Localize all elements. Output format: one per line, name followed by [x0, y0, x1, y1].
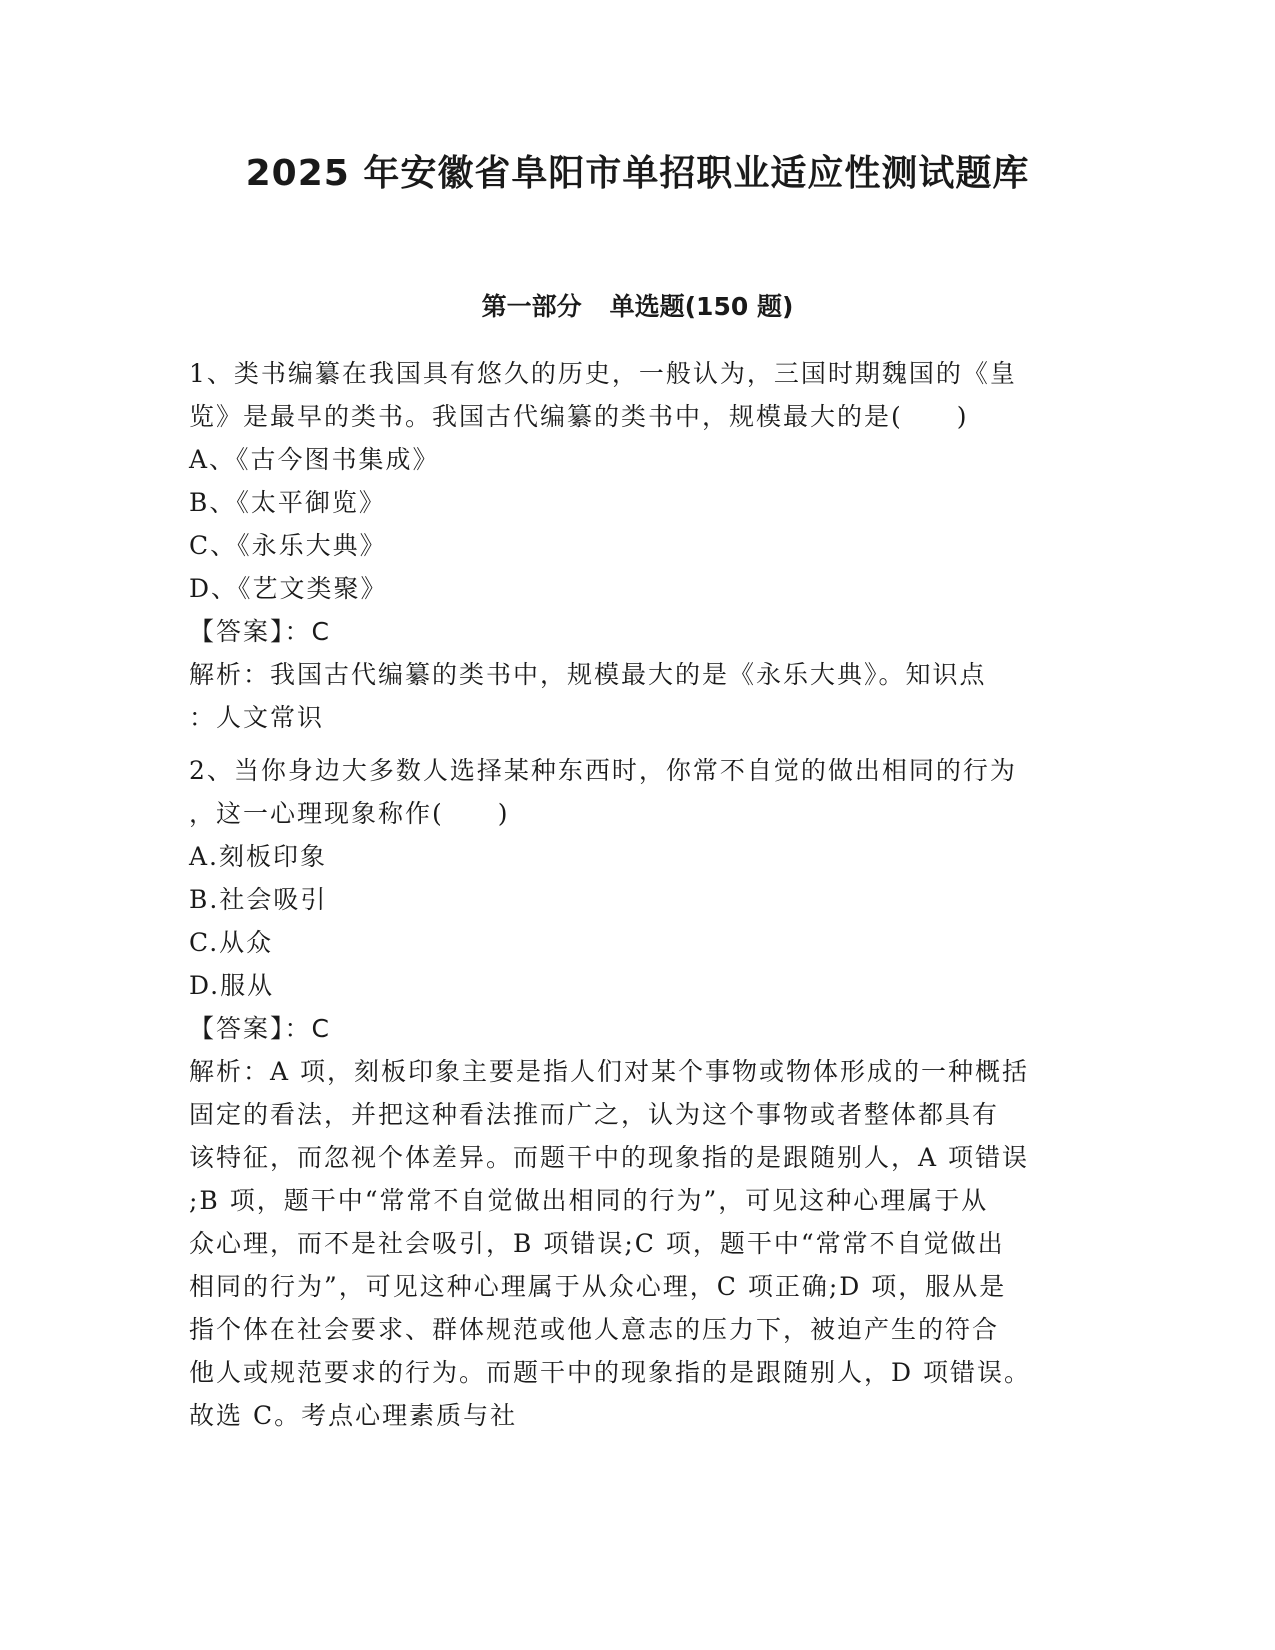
section-name: 单选题(150 题) — [609, 292, 794, 321]
option-a: A.刻板印象 — [189, 842, 328, 871]
question-item — [189, 352, 1089, 739]
analysis-line: ：人文常识 — [189, 703, 325, 732]
analysis-line: 该特征，而忽视个体差异。而题干中的现象指的是跟随别人，A 项错误 — [189, 1143, 1030, 1172]
section-part: 第一部分 — [481, 292, 582, 321]
option-c: C.从众 — [189, 928, 274, 957]
question-item — [189, 749, 1089, 1437]
option-b: B、《太平御览》 — [189, 488, 386, 517]
option-a: A、《古今图书集成》 — [189, 445, 440, 474]
analysis-line: ;B 项，题干中“常常不自觉做出相同的行为”，可见这种心理属于从 — [189, 1186, 989, 1215]
document-title: 2025 年安徽省阜阳市单招职业适应性测试题库 — [245, 153, 1030, 194]
analysis-line: 解析：A 项，刻板印象主要是指人们对某个事物或物体形成的一种概括 — [189, 1057, 1030, 1086]
question-stem-line: ，这一心理现象称作( ) — [189, 799, 510, 828]
answer-line: 【答案】：C — [189, 617, 331, 646]
analysis-line: 固定的看法，并把这种看法推而广之，认为这个事物或者整体都具有 — [189, 1100, 1000, 1129]
analysis-line: 众心理，而不是社会吸引，B 项错误;C 项，题干中“常常不自觉做出 — [189, 1229, 1005, 1258]
question-list — [189, 352, 1089, 1437]
analysis-line: 故选 C。考点心理素质与社 — [189, 1401, 518, 1430]
option-c: C、《永乐大典》 — [189, 531, 387, 560]
question-stem-line: 2、当你身边大多数人选择某种东西时，你常不自觉的做出相同的行为 — [189, 756, 1017, 785]
option-b: B.社会吸引 — [189, 885, 328, 914]
analysis-line: 他人或规范要求的行为。而题干中的现象指的是跟随别人，D 项错误。 — [189, 1358, 1031, 1387]
answer-line: 【答案】：C — [189, 1014, 331, 1043]
analysis-line: 解析：我国古代编纂的类书中，规模最大的是《永乐大典》。知识点 — [189, 660, 987, 689]
question-stem-line: 览》是最早的类书。我国古代编纂的类书中，规模最大的是( ) — [189, 402, 969, 431]
analysis-line: 相同的行为”，可见这种心理属于从众心理，C 项正确;D 项，服从是 — [189, 1272, 1007, 1301]
analysis-line: 指个体在社会要求、群体规范或他人意志的压力下，被迫产生的符合 — [189, 1315, 1000, 1344]
option-d: D.服从 — [189, 971, 275, 1000]
question-stem-line: 1、类书编纂在我国具有悠久的历史，一般认为，三国时期魏国的《皇 — [189, 359, 1017, 388]
section-heading — [0, 290, 1275, 324]
option-d: D、《艺文类聚》 — [189, 574, 388, 603]
